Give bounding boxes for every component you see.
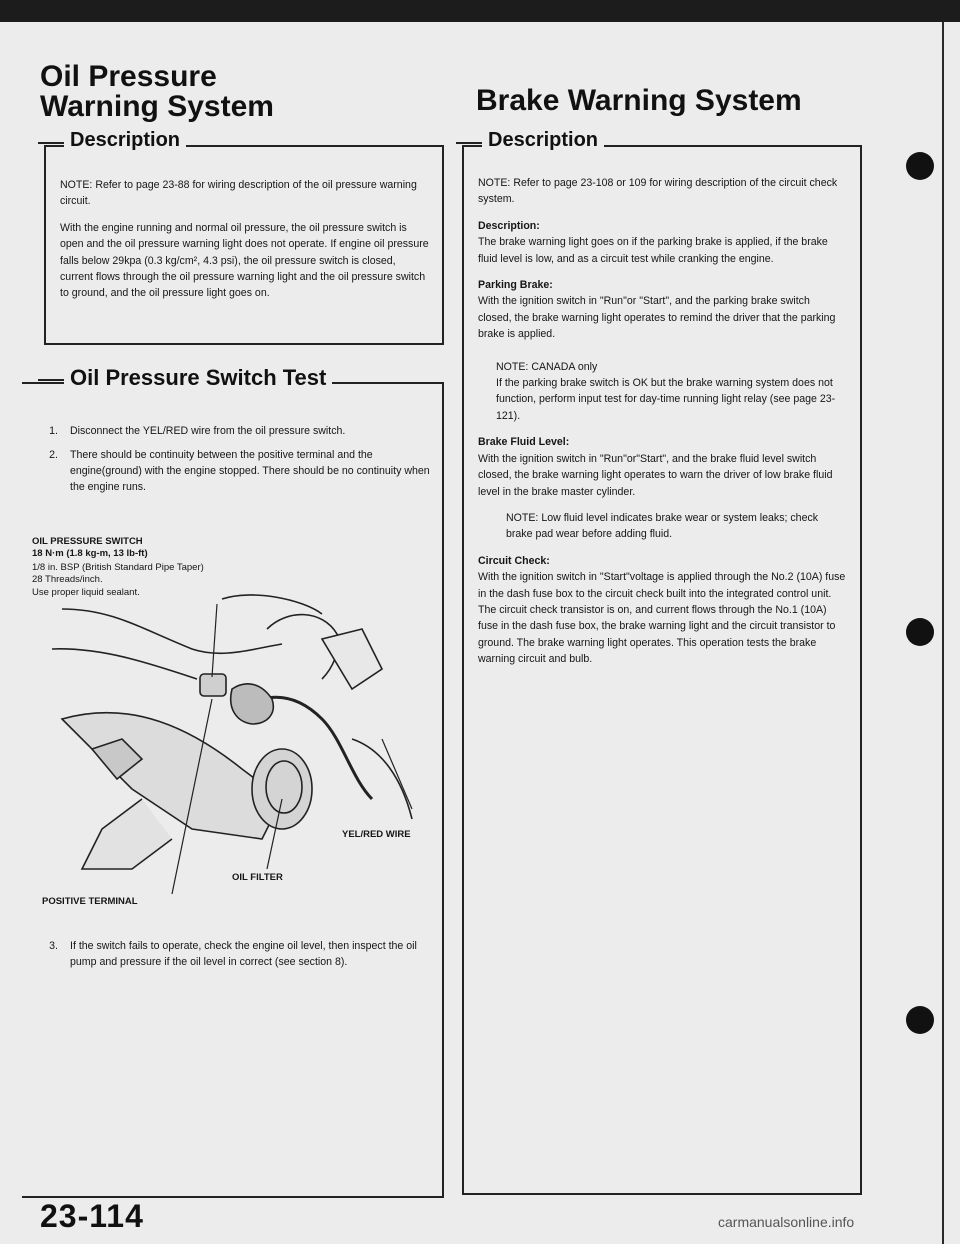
- fluid-note: NOTE: Low fluid level indicates brake wear or system leaks; check brake pad wear before adding fluid.: [506, 511, 819, 541]
- circuit-check-para: [478, 553, 846, 668]
- oil-description-note: NOTE: Refer to page 23-88 for wiring description of the oil pressure warning circuit.: [60, 179, 417, 208]
- step-number: 1.: [49, 425, 58, 437]
- canada-note: [496, 359, 846, 425]
- brake-description-heading: Description: [482, 129, 604, 151]
- parking-label: Parking Brake:: [478, 279, 553, 292]
- step-text: There should be continuity between the positive terminal and the engine(ground) with the engine stopped. There should be no continuity when the engine runs.: [70, 448, 430, 493]
- switch-leader-line: [212, 604, 217, 677]
- switch-test-heading: Oil Pressure Switch Test: [64, 366, 332, 390]
- oil-filter-label: OIL FILTER: [232, 872, 283, 883]
- switch-callout-torque: 18 N·m (1.8 kg-m, 13 lb-ft): [32, 548, 148, 560]
- step-text: If the switch fails to operate, check the engine oil level, then inspect the oil pump and pressure if the oil level in correct (see section 8).: [70, 940, 417, 968]
- description-label: Description:: [478, 219, 540, 232]
- switch-test-steps-continued: [32, 939, 432, 979]
- left-section-title: [40, 62, 274, 122]
- margin-dot-2: [906, 618, 934, 646]
- switch-callout-sealant: Use proper liquid sealant.: [32, 586, 140, 598]
- footer-watermark: carmanualsonline.info: [718, 1214, 855, 1230]
- switch-thread-callout: [32, 562, 207, 599]
- brake-description-text: [478, 175, 846, 678]
- brake-description-box: [462, 129, 862, 1195]
- oil-description-box: [44, 129, 444, 345]
- step-3: [32, 939, 432, 971]
- fluid-level-para: [478, 434, 846, 500]
- step-number: 2.: [49, 448, 58, 461]
- circuit-label: Circuit Check:: [478, 554, 550, 567]
- canada-note-text: If the parking brake switch is OK but the brake warning system does not function, perform input test for day-time running light relay (see page 23-121).: [496, 377, 836, 422]
- margin-dot-1: [906, 152, 934, 180]
- oil-description-body: With the engine running and normal oil pressure, the oil pressure switch is open and the oil pressure warning light does not operate. If engine oil pressure falls below 29kpa (0.3 kg/cm², 4.3 psi), the oil pressure switch is closed, current flows through the oil pressure warning light and the oil pressure switch to ground, and the oil pressure light goes on.: [60, 221, 429, 300]
- top-edge-bar: [0, 0, 960, 22]
- canada-note-title: NOTE: CANADA only: [496, 360, 598, 373]
- switch-test-steps: [32, 424, 432, 504]
- step-1: [32, 424, 432, 440]
- oil-description-text: [60, 177, 430, 312]
- oil-description-heading: Description: [64, 129, 186, 151]
- page-number: 23-114: [40, 1198, 144, 1234]
- description-text: The brake warning light goes on if the parking brake is applied, if the brake fluid level is low, and as a circuit test while cranking the engine.: [478, 236, 828, 265]
- step-number: 3.: [49, 940, 58, 952]
- fluid-text: With the ignition switch in "Run"or"Start", and the brake fluid level switch closed, the brake warning light operates to warn the driver of low brake fluid level in the brake master cylinder.: [478, 452, 833, 498]
- parking-brake-para: [478, 277, 846, 343]
- left-title-line-1: Oil Pressure: [40, 60, 217, 93]
- switch-callout: [32, 536, 232, 561]
- yel-red-wire-label: YEL/RED WIRE: [342, 829, 411, 840]
- switch-callout-title: OIL PRESSURE SWITCH: [32, 536, 143, 547]
- switch-callout-thread: 1/8 in. BSP (British Standard Pipe Taper) 28 Threads/inch.: [32, 562, 204, 586]
- right-section-title: Brake Warning System: [476, 84, 802, 117]
- left-title-line-2: Warning System: [40, 90, 274, 123]
- positive-terminal-label: POSITIVE TERMINAL: [42, 896, 138, 907]
- switch-test-box: [22, 365, 444, 1198]
- parking-text: With the ignition switch in "Run"or "Start", and the parking brake switch closed, the brake warning light operates to remind the driver that the parking brake is applied.: [478, 295, 836, 341]
- margin-dot-3: [906, 1006, 934, 1034]
- step-2: [32, 448, 432, 496]
- circuit-text: With the ignition switch in "Start"voltage is applied through the No.2 (10A) fuse in the dash fuse box to the circuit check built into the integrated control unit. The circuit check transistor is on, and current flows through the No.1 (10A) fuse in the dash fuse box, the brake warning light and the circuit transistor to ground. The brake warning light operates. This operation tests the brake warning circuit and bulb.: [478, 571, 846, 666]
- brake-description-para: [478, 218, 846, 267]
- fluid-label: Brake Fluid Level:: [478, 436, 570, 449]
- wire-leader-line: [382, 739, 412, 809]
- step-text: Disconnect the YEL/RED wire from the oil pressure switch.: [70, 425, 346, 437]
- brake-note: NOTE: Refer to page 23-108 or 109 for wiring description of the circuit check system.: [478, 177, 838, 206]
- right-margin-line: [942, 22, 944, 1244]
